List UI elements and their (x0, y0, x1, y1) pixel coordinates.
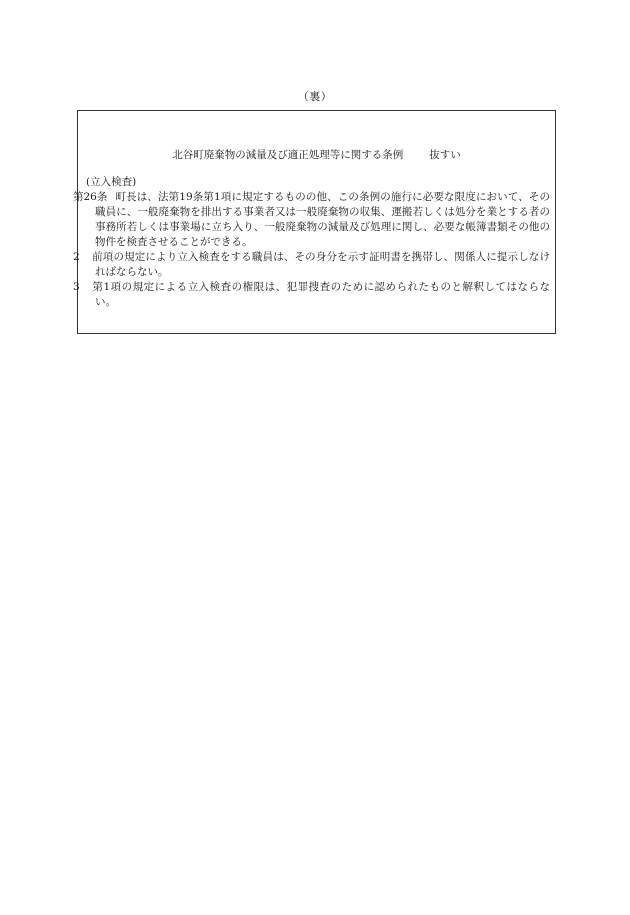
ordinance-content (73, 175, 550, 310)
article-26 (73, 190, 550, 250)
article-text: 町長は、法第19条第1項に規定するものの他、この条例の施行に必要な限度において、その職員に、一般廃棄物を排出する事業者又は一般廃棄物の収集、運搬若しくは処分を業とする者の事務所若しくは事業場に立ち入り、一般廃棄物の減量及び処理に関し、必要な帳簿書類その他の物件を検査させることができる。 (95, 191, 550, 248)
paragraph-text: 前項の規定により立入検査をする職員は、その身分を示す証明書を携帯し、関係人に提示しなければならない。 (92, 251, 550, 278)
article-number: 第26条 (73, 191, 108, 203)
excerpt-label: 抜すい (429, 149, 461, 161)
section-heading: (立入検査) (86, 176, 137, 188)
article-26-paragraph-2: 2 前項の規定により立入検査をする職員は、その身分を示す証明書を携帯し、関係人に提示しなければならない。 (73, 251, 550, 278)
page-label: （裏） (297, 90, 333, 103)
ordinance-title (78, 147, 555, 162)
article-26-paragraph-3: 3 第1項の規定による立入検査の権限は、犯罪捜査のために認められたものと解釈してはならない。 (73, 281, 550, 308)
paragraph-text: 第1項の規定による立入検査の権限は、犯罪捜査のために認められたものと解釈してはならない。 (92, 281, 550, 308)
ordinance-excerpt-box (73, 110, 556, 334)
ordinance-title-text: 北谷町廃棄物の減量及び適正処理等に関する条例 (172, 149, 404, 161)
